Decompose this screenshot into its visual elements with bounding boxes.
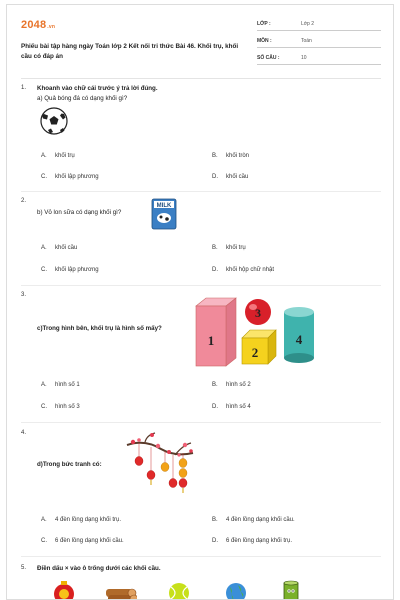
wooden-logs-icon [103, 583, 137, 600]
meta-value: 10 [301, 55, 307, 61]
globe-icon [223, 581, 249, 600]
answer-option-a[interactable]: A. khối trụ [41, 153, 75, 159]
shape-label-1: 1 [207, 333, 215, 348]
question-number: 1. [21, 85, 27, 91]
site-logo[interactable]: 2048.vn [21, 19, 56, 31]
question-divider [21, 285, 381, 286]
answer-option-b[interactable]: B. hình số 2 [212, 382, 251, 388]
meta-key: MÔN : [257, 38, 272, 44]
answer-option-d[interactable]: D. hình số 4 [212, 404, 251, 410]
milk-label: MILK [156, 203, 172, 209]
question-instruction: Khoanh vào chữ cái trước ý trả lời đúng. [37, 85, 158, 92]
worksheet-page [6, 4, 394, 600]
solid-shapes-figure [192, 290, 317, 370]
meta-value: Lớp 2 [301, 21, 315, 27]
question-divider [21, 422, 381, 423]
shape-label-2: 2 [251, 345, 259, 360]
answer-option-a[interactable]: A. 4 đèn lồng dạng khối trụ. [41, 517, 122, 523]
question-text: c)Trong hình bên, khối trụ là hình số mấy? [37, 325, 162, 332]
answer-option-a[interactable]: A. hình số 1 [41, 382, 80, 388]
answer-option-b[interactable]: B. khối tròn [212, 153, 250, 159]
question-text: Điền dấu × vào ô trống dưới các khối cầu. [37, 565, 161, 572]
header-divider [21, 78, 381, 79]
tennis-ball-icon [167, 581, 191, 600]
question-number: 4. [21, 430, 27, 436]
answer-option-c[interactable]: C. 6 đèn lồng dạng khối cầu. [41, 538, 124, 544]
answer-option-d[interactable]: D. khối cầu [212, 174, 249, 180]
meta-value: Toán [301, 38, 312, 44]
question-number: 5. [21, 565, 27, 571]
header [21, 15, 381, 73]
question-text: a) Quả bóng đá có dạng khối gì? [37, 95, 128, 102]
answer-option-c[interactable]: C. hình số 3 [41, 404, 80, 410]
soccer-ball-icon [39, 106, 69, 136]
green-can-icon [279, 579, 303, 600]
answer-option-c[interactable]: C. khối lập phương [41, 174, 99, 180]
meta-count [257, 53, 381, 65]
answer-option-d[interactable]: D. 6 đèn lồng dạng khối trụ. [212, 538, 293, 544]
red-lantern-ball-icon [49, 581, 79, 600]
shape-label-4: 4 [295, 332, 303, 347]
question-number: 3. [21, 292, 27, 298]
meta-subject [257, 36, 381, 48]
milk-can-icon [151, 198, 177, 230]
question-text: d)Trong bức tranh có: [37, 461, 102, 468]
shape-label-3: 3 [255, 306, 261, 320]
answer-option-b[interactable]: B. khối trụ [212, 245, 246, 251]
question-divider [21, 556, 381, 557]
lantern-branch-illustration [125, 431, 197, 501]
answer-option-b[interactable]: B. 4 đèn lồng dạng khối cầu. [212, 517, 295, 523]
question-divider [21, 191, 381, 192]
question-text: b) Vỏ lon sữa có dạng khối gì? [37, 209, 122, 216]
question-number: 2. [21, 198, 27, 204]
meta-key: SỐ CÂU : [257, 55, 280, 61]
document-title: Phiếu bài tập hàng ngày Toán lớp 2 Kết nối tri thức Bài 46. Khối trụ, khối cầu có đáp án [21, 43, 239, 60]
meta-key: LỚP : [257, 21, 271, 27]
answer-option-a[interactable]: A. khối cầu [41, 245, 78, 251]
answer-option-c[interactable]: C. khối lập phương [41, 267, 99, 273]
answer-option-d[interactable]: D. khối hộp chữ nhật [212, 267, 275, 273]
meta-grade [257, 19, 381, 31]
